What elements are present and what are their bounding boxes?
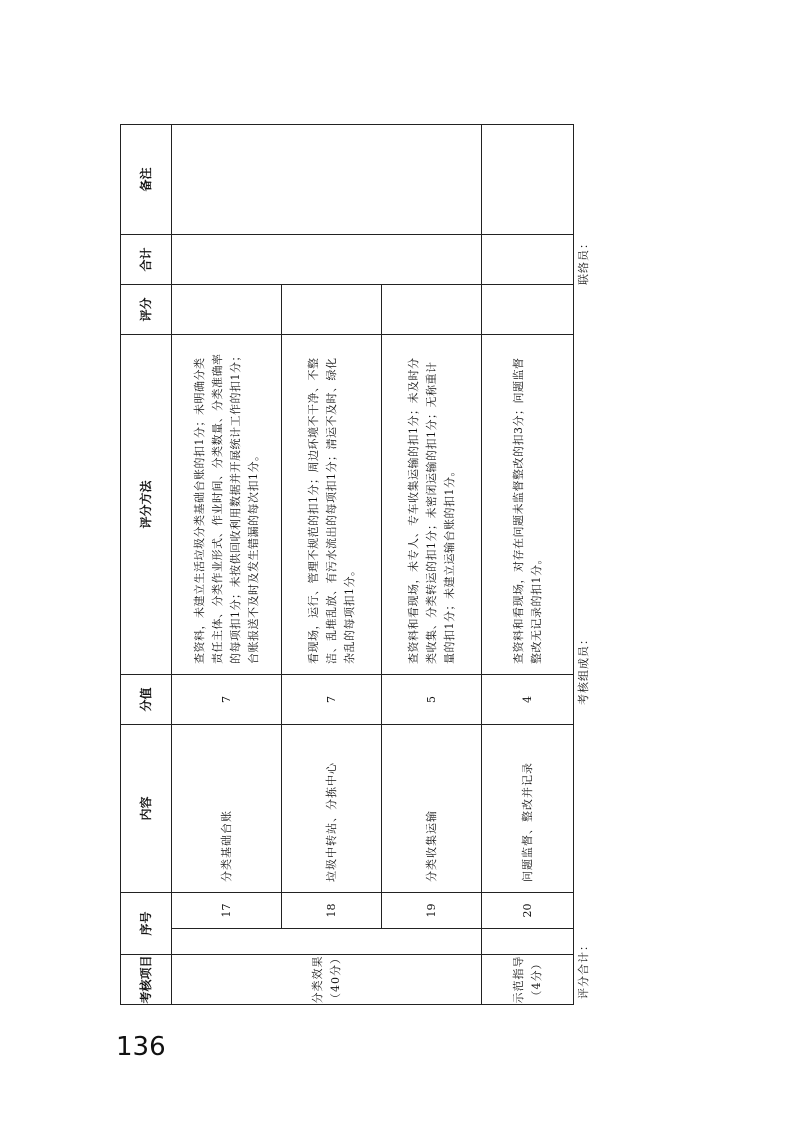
category-cell: 分类效果 （40分）	[172, 955, 482, 1005]
header-grade: 评分	[121, 284, 172, 334]
seq-cell: 19	[382, 892, 482, 928]
seq-cell: 20	[482, 892, 574, 928]
method-cell: 查资料和看现场，对存在问题未监督整改的扣3分；问题监督 整改无记录的扣1分。	[482, 334, 574, 674]
method-cell: 看现场，运行、管理不规范的扣1分；周边环境不干净、不整 洁、乱堆乱放、有污水流出的每项扣1分；清运不及时、绿化 杂乱的每项扣1分。	[282, 334, 382, 674]
category-cell: 示范指导 （4分）	[482, 955, 574, 1005]
grade-cell	[282, 284, 382, 334]
seq-cell: 18	[282, 892, 382, 928]
page-number: 136	[116, 1032, 166, 1062]
content-cell: 垃圾中转站、分拣中心	[282, 724, 382, 892]
method-cell: 查资料和看现场，未专人、专车收集运输的扣1分；未及时分 类收集、分类转运的扣1分；未密闭运输的扣1分；无称重计 量的扣1分；未建立运输台账的扣1分。	[382, 334, 482, 674]
header-method: 评分方法	[121, 334, 172, 674]
remark-cell	[482, 124, 574, 234]
total-cell	[482, 234, 574, 284]
seq-cell: 17	[172, 892, 282, 928]
header-category: 考核项目	[121, 955, 172, 1005]
score-cell: 5	[382, 674, 482, 724]
score-cell: 7	[172, 674, 282, 724]
inspector-label: 考核组成员：	[577, 633, 590, 705]
table-row	[482, 124, 574, 1004]
remark-cell	[172, 124, 482, 234]
content-cell: 问题监督、整改并记录	[482, 724, 574, 892]
grade-cell	[482, 284, 574, 334]
method-cell: 查资料，未建立生活垃圾分类基础台账的扣1分；未明确分类 责任主体、分类作业形式、作业时间、分类数量、分类准确率 的每项扣1分；未按供回收利用数据并开展统计工作的扣1分； 台账报送不及时及发生错漏的每次扣1分。	[172, 334, 282, 674]
score-cell: 4	[482, 674, 574, 724]
header-score: 分值	[121, 674, 172, 724]
score-table	[120, 124, 574, 1005]
content-cell: 分类基础台账	[172, 724, 282, 892]
grade-cell	[172, 284, 282, 334]
total-cell	[172, 234, 482, 284]
header-seq: 序号	[121, 892, 172, 954]
header-content: 内容	[121, 724, 172, 892]
score-cell: 7	[282, 674, 382, 724]
grade-cell	[382, 284, 482, 334]
total-score-label: 评分合计：	[577, 939, 590, 999]
header-row	[121, 124, 172, 1004]
header-total: 合计	[121, 234, 172, 284]
content-cell: 分类收集运输	[382, 724, 482, 892]
contact-label: 联络员：	[577, 237, 590, 285]
table-row	[172, 124, 282, 1004]
rotated-score-table	[120, 125, 590, 1005]
header-remark: 备注	[121, 124, 172, 234]
